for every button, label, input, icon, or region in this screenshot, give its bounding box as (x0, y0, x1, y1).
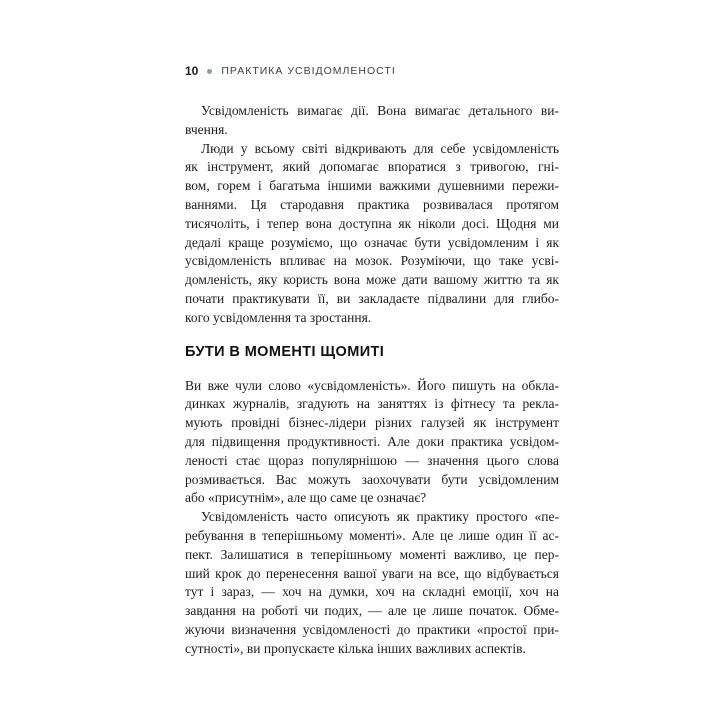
text-line: вом, горем і багатьма іншими важкими душевними пережи- (185, 178, 559, 194)
paragraph-3 (185, 377, 559, 509)
text-line: кого усвідомлення та зростання. (185, 309, 372, 325)
text-line: вчення. (185, 121, 228, 137)
text-line: Усвідомленість вимагає дії. Вона вимагає детального ви- (201, 103, 559, 118)
text-line: мують провідні бізнес-лідери різних галузей як інструмент (185, 415, 559, 431)
text-line: Усвідомленість часто описують як практику простого «пе- (201, 509, 559, 525)
text-line: усвідомленість впливає на мозок. Розуміючи, що таке усві- (185, 253, 559, 269)
text-line: ваннями. Ця стародавня практика розвивалася протягом (185, 196, 559, 212)
page-number: 10 (185, 64, 199, 78)
text-line: як інструмент, який допомагає впоратися з тривогою, гні- (185, 159, 559, 175)
running-head (185, 64, 559, 78)
text-line: жуючи визначення усвідомленості до практики «простої при- (185, 621, 559, 637)
text-line: розмивається. Вас можуть заохочувати бути усвідомленим (185, 471, 559, 487)
text-line: домленість, яку користь вона може дати вашому життю та як (185, 272, 559, 288)
text-line: тисячоліть, і тепер вона доступна як ніколи досі. Щодня ми (185, 215, 559, 231)
text-line: ший крок до перенесення вашої уваги на все, що відбувається (185, 565, 559, 581)
text-line: динках журналів, згадують на заняттях із фітнесу та рекла- (185, 396, 559, 412)
text-line: для підвищення продуктивності. Але доки практика усвідом- (185, 433, 559, 449)
text-line: дедалі краще розуміємо, що означає бути усвідомленим і як (185, 234, 559, 250)
text-line: тут і зараз, — хоч на думки, хоч на складні емоції, хоч на (185, 584, 559, 600)
text-line: сутності», ви пропускаєте кілька інших важливих аспектів. (185, 640, 526, 656)
section-heading: БУТИ В МОМЕНТІ ЩОМИТІ (185, 343, 385, 360)
text-line: завдання на роботі чи подих, — але це лише початок. Обме- (185, 603, 559, 619)
text-line: або «присутнім», але що саме це означає? (185, 490, 427, 506)
text-line: ребування в теперішньому моменті». Але це лише один її ас- (185, 527, 559, 543)
text-line: Люди у всьому світі відкривають для себе усвідомленість (201, 140, 559, 156)
paragraph-1 (185, 102, 559, 140)
text-block (185, 64, 559, 659)
text-line: пект. Залишатися в теперішньому моменті важливо, це пер- (185, 546, 559, 562)
text-line: Ви вже чули слово «усвідомленість». Його пишуть на обкла- (185, 377, 559, 393)
paragraph-4 (185, 508, 559, 658)
text-line: почати практикувати її, ви закладаєте підвалини для глибо- (185, 290, 559, 306)
paragraph-2 (185, 140, 559, 328)
running-title: ПРАКТИКА УСВІДОМЛЕНОСТІ (221, 65, 396, 77)
text-line: леності стає щораз популярнішою — значення цього слова (185, 452, 559, 468)
bullet-icon (207, 69, 212, 74)
